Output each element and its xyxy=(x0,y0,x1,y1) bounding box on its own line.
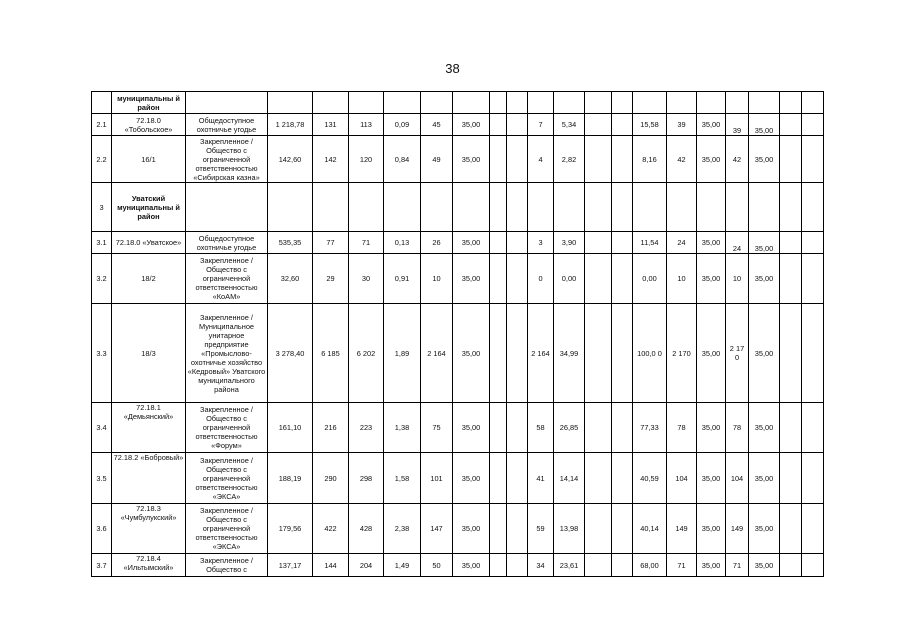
value-cell-4: 0,84 xyxy=(384,136,421,183)
value-cell-14: 104 xyxy=(667,453,697,504)
value-cell-3: 6 202 xyxy=(349,304,384,403)
value-cell-2 xyxy=(313,92,349,114)
value-cell-8 xyxy=(507,183,528,232)
hunting-ground-cell: 18/3 xyxy=(112,304,186,403)
area-cell: 188,19 xyxy=(268,453,313,504)
value-cell-9: 58 xyxy=(528,403,554,453)
value-cell-7 xyxy=(490,554,507,577)
value-cell-15: 35,00 xyxy=(697,453,726,504)
value-cell-7 xyxy=(490,504,507,554)
value-cell-14: 78 xyxy=(667,403,697,453)
value-cell-8 xyxy=(507,403,528,453)
value-cell-8 xyxy=(507,504,528,554)
value-cell-11 xyxy=(585,403,612,453)
value-cell-5 xyxy=(421,183,453,232)
value-cell-9: 2 164 xyxy=(528,304,554,403)
value-cell-14: 24 xyxy=(667,232,697,254)
value-cell-17: 35,00 xyxy=(749,304,780,403)
value-cell-16: 71 xyxy=(726,554,749,577)
ground-type-cell: Закрепленное / Общество с ограниченной ответственностью «Сибирская казна» xyxy=(186,136,268,183)
area-cell: 535,35 xyxy=(268,232,313,254)
ground-type-cell: Закрепленное / Муниципальное унитарное предприятие «Промыслово-охотничье хозяйство «Кедровый» Уватского муниципального района xyxy=(186,304,268,403)
value-cell-17: 35,00 xyxy=(749,453,780,504)
value-cell-14: 149 xyxy=(667,504,697,554)
value-cell-10: 23,61 xyxy=(554,554,585,577)
value-cell-19 xyxy=(802,254,824,304)
value-cell-10 xyxy=(554,92,585,114)
table-row xyxy=(92,232,824,254)
value-cell-11 xyxy=(585,304,612,403)
value-cell-11 xyxy=(585,92,612,114)
value-cell-11 xyxy=(585,254,612,304)
value-cell-2: 422 xyxy=(313,504,349,554)
value-cell-16: 39 xyxy=(726,114,749,136)
row-number: 3.7 xyxy=(92,554,112,577)
value-cell-3: 71 xyxy=(349,232,384,254)
value-cell-7 xyxy=(490,183,507,232)
value-cell-5: 45 xyxy=(421,114,453,136)
value-cell-18 xyxy=(780,114,802,136)
value-cell-7 xyxy=(490,403,507,453)
value-cell-11 xyxy=(585,453,612,504)
value-cell-14: 2 170 xyxy=(667,304,697,403)
value-cell-15: 35,00 xyxy=(697,232,726,254)
table-row xyxy=(92,183,824,232)
value-cell-6: 35,00 xyxy=(453,254,490,304)
value-cell-4 xyxy=(384,183,421,232)
table-row xyxy=(92,554,824,577)
hunting-ground-cell: 72.18.4 «Ильтымский» xyxy=(112,554,186,577)
value-cell-10: 2,82 xyxy=(554,136,585,183)
value-cell-13: 11,54 xyxy=(633,232,667,254)
value-cell-14 xyxy=(667,183,697,232)
ground-type-cell: Закрепленное / Общество с ограниченной ответственностью «ЭКСА» xyxy=(186,504,268,554)
value-cell-2: 142 xyxy=(313,136,349,183)
value-cell-17: 35,00 xyxy=(749,136,780,183)
value-cell-3: 428 xyxy=(349,504,384,554)
value-cell-5: 101 xyxy=(421,453,453,504)
ground-type-cell: Закрепленное / Общество с ограниченной ответственностью «ЭКСА» xyxy=(186,453,268,504)
value-cell-13 xyxy=(633,92,667,114)
value-cell-16: 42 xyxy=(726,136,749,183)
value-cell-4: 0,91 xyxy=(384,254,421,304)
value-cell-18 xyxy=(780,504,802,554)
value-cell-15: 35,00 xyxy=(697,554,726,577)
value-cell-14: 71 xyxy=(667,554,697,577)
row-number: 3.6 xyxy=(92,504,112,554)
value-cell-5: 26 xyxy=(421,232,453,254)
ground-type-cell: Закрепленное / Общество с ограниченной ответственностью «КоАМ» xyxy=(186,254,268,304)
value-cell-16: 149 xyxy=(726,504,749,554)
value-cell-16: 2 17 0 xyxy=(726,304,749,403)
value-cell-14: 10 xyxy=(667,254,697,304)
value-cell-11 xyxy=(585,183,612,232)
value-cell-7 xyxy=(490,114,507,136)
value-cell-4 xyxy=(384,92,421,114)
value-cell-13: 77,33 xyxy=(633,403,667,453)
value-cell-15 xyxy=(697,92,726,114)
value-cell-3: 30 xyxy=(349,254,384,304)
value-cell-2: 216 xyxy=(313,403,349,453)
data-table xyxy=(91,91,824,577)
value-cell-11 xyxy=(585,554,612,577)
area-cell: 1 218,78 xyxy=(268,114,313,136)
value-cell-5 xyxy=(421,92,453,114)
table-row xyxy=(92,403,824,453)
value-cell-16: 10 xyxy=(726,254,749,304)
area-cell: 3 278,40 xyxy=(268,304,313,403)
value-cell-6: 35,00 xyxy=(453,136,490,183)
value-cell-8 xyxy=(507,92,528,114)
value-cell-17: 35,00 xyxy=(749,504,780,554)
area-cell: 179,56 xyxy=(268,504,313,554)
value-cell-8 xyxy=(507,554,528,577)
hunting-ground-cell: 72.18.2 «Бобровый» xyxy=(112,453,186,504)
value-cell-19 xyxy=(802,554,824,577)
table-row xyxy=(92,92,824,114)
value-cell-19 xyxy=(802,504,824,554)
hunting-ground-cell: Уватский муниципальны й район xyxy=(112,183,186,232)
value-cell-9: 7 xyxy=(528,114,554,136)
value-cell-13: 40,14 xyxy=(633,504,667,554)
hunting-ground-cell: 72.18.0 «Тобольское» xyxy=(112,114,186,136)
table-row xyxy=(92,453,824,504)
value-cell-9 xyxy=(528,92,554,114)
row-number: 3 xyxy=(92,183,112,232)
row-number xyxy=(92,92,112,114)
value-cell-12 xyxy=(612,554,633,577)
value-cell-12 xyxy=(612,114,633,136)
ground-type-cell: Закрепленное / Общество с xyxy=(186,554,268,577)
ground-type-cell: Закрепленное / Общество с ограниченной ответственностью «Форум» xyxy=(186,403,268,453)
table-row xyxy=(92,254,824,304)
value-cell-10 xyxy=(554,183,585,232)
row-number: 3.1 xyxy=(92,232,112,254)
area-cell: 142,60 xyxy=(268,136,313,183)
ground-type-cell: Общедоступное охотничье угодье xyxy=(186,114,268,136)
value-cell-8 xyxy=(507,304,528,403)
value-cell-2: 290 xyxy=(313,453,349,504)
value-cell-7 xyxy=(490,304,507,403)
value-cell-5: 50 xyxy=(421,554,453,577)
table-row xyxy=(92,114,824,136)
value-cell-6: 35,00 xyxy=(453,232,490,254)
value-cell-12 xyxy=(612,183,633,232)
value-cell-18 xyxy=(780,92,802,114)
table-row xyxy=(92,136,824,183)
value-cell-4: 0,09 xyxy=(384,114,421,136)
value-cell-10: 5,34 xyxy=(554,114,585,136)
value-cell-13: 0,00 xyxy=(633,254,667,304)
value-cell-9: 0 xyxy=(528,254,554,304)
value-cell-10: 0,00 xyxy=(554,254,585,304)
value-cell-18 xyxy=(780,304,802,403)
ground-type-cell xyxy=(186,92,268,114)
value-cell-5: 49 xyxy=(421,136,453,183)
value-cell-15 xyxy=(697,183,726,232)
value-cell-10: 13,98 xyxy=(554,504,585,554)
value-cell-5: 10 xyxy=(421,254,453,304)
value-cell-14 xyxy=(667,92,697,114)
value-cell-8 xyxy=(507,114,528,136)
hunting-ground-cell: 72.18.3 «Чумбулукский» xyxy=(112,504,186,554)
value-cell-4: 1,38 xyxy=(384,403,421,453)
value-cell-17: 35,00 xyxy=(749,254,780,304)
value-cell-2: 131 xyxy=(313,114,349,136)
area-cell xyxy=(268,92,313,114)
value-cell-19 xyxy=(802,92,824,114)
value-cell-10: 34,99 xyxy=(554,304,585,403)
value-cell-3: 204 xyxy=(349,554,384,577)
value-cell-3: 298 xyxy=(349,453,384,504)
value-cell-16: 24 xyxy=(726,232,749,254)
value-cell-18 xyxy=(780,254,802,304)
value-cell-4: 0,13 xyxy=(384,232,421,254)
value-cell-15: 35,00 xyxy=(697,403,726,453)
area-cell: 32,60 xyxy=(268,254,313,304)
value-cell-3 xyxy=(349,183,384,232)
value-cell-9 xyxy=(528,183,554,232)
value-cell-16: 78 xyxy=(726,403,749,453)
value-cell-6 xyxy=(453,92,490,114)
value-cell-16 xyxy=(726,183,749,232)
value-cell-17: 35,00 xyxy=(749,554,780,577)
value-cell-9: 34 xyxy=(528,554,554,577)
page-number: 38 xyxy=(445,61,460,76)
value-cell-2 xyxy=(313,183,349,232)
value-cell-18 xyxy=(780,554,802,577)
value-cell-12 xyxy=(612,304,633,403)
value-cell-9: 59 xyxy=(528,504,554,554)
value-cell-18 xyxy=(780,183,802,232)
value-cell-19 xyxy=(802,304,824,403)
row-number: 3.3 xyxy=(92,304,112,403)
value-cell-13: 15,58 xyxy=(633,114,667,136)
value-cell-16 xyxy=(726,92,749,114)
value-cell-18 xyxy=(780,136,802,183)
value-cell-8 xyxy=(507,136,528,183)
value-cell-4: 2,38 xyxy=(384,504,421,554)
value-cell-12 xyxy=(612,504,633,554)
value-cell-11 xyxy=(585,136,612,183)
value-cell-13: 8,16 xyxy=(633,136,667,183)
value-cell-13: 68,00 xyxy=(633,554,667,577)
value-cell-12 xyxy=(612,232,633,254)
value-cell-3 xyxy=(349,92,384,114)
value-cell-17 xyxy=(749,183,780,232)
value-cell-17: 35,00 xyxy=(749,403,780,453)
value-cell-15: 35,00 xyxy=(697,304,726,403)
value-cell-8 xyxy=(507,254,528,304)
value-cell-5: 75 xyxy=(421,403,453,453)
value-cell-8 xyxy=(507,232,528,254)
value-cell-11 xyxy=(585,232,612,254)
value-cell-2: 29 xyxy=(313,254,349,304)
table-row xyxy=(92,304,824,403)
value-cell-16: 104 xyxy=(726,453,749,504)
value-cell-4: 1,58 xyxy=(384,453,421,504)
value-cell-19 xyxy=(802,453,824,504)
value-cell-6: 35,00 xyxy=(453,504,490,554)
value-cell-9: 4 xyxy=(528,136,554,183)
value-cell-11 xyxy=(585,504,612,554)
hunting-ground-cell: 16/1 xyxy=(112,136,186,183)
value-cell-5: 147 xyxy=(421,504,453,554)
value-cell-9: 41 xyxy=(528,453,554,504)
value-cell-18 xyxy=(780,403,802,453)
row-number: 2.1 xyxy=(92,114,112,136)
value-cell-13: 40,59 xyxy=(633,453,667,504)
value-cell-2: 144 xyxy=(313,554,349,577)
row-number: 2.2 xyxy=(92,136,112,183)
value-cell-15: 35,00 xyxy=(697,504,726,554)
value-cell-2: 77 xyxy=(313,232,349,254)
value-cell-10: 3,90 xyxy=(554,232,585,254)
area-cell: 137,17 xyxy=(268,554,313,577)
value-cell-12 xyxy=(612,254,633,304)
value-cell-6: 35,00 xyxy=(453,114,490,136)
value-cell-17: 35,00 xyxy=(749,114,780,136)
value-cell-12 xyxy=(612,136,633,183)
value-cell-7 xyxy=(490,453,507,504)
ground-type-cell: Общедоступное охотничье угодье xyxy=(186,232,268,254)
value-cell-12 xyxy=(612,453,633,504)
value-cell-17: 35,00 xyxy=(749,232,780,254)
hunting-ground-cell: 72.18.1 «Демьянский» xyxy=(112,403,186,453)
value-cell-9: 3 xyxy=(528,232,554,254)
row-number: 3.5 xyxy=(92,453,112,504)
value-cell-17 xyxy=(749,92,780,114)
value-cell-14: 39 xyxy=(667,114,697,136)
value-cell-13 xyxy=(633,183,667,232)
value-cell-7 xyxy=(490,254,507,304)
value-cell-6 xyxy=(453,183,490,232)
value-cell-15: 35,00 xyxy=(697,136,726,183)
value-cell-12 xyxy=(612,92,633,114)
row-number: 3.2 xyxy=(92,254,112,304)
value-cell-6: 35,00 xyxy=(453,453,490,504)
value-cell-7 xyxy=(490,232,507,254)
value-cell-18 xyxy=(780,232,802,254)
value-cell-3: 223 xyxy=(349,403,384,453)
value-cell-3: 113 xyxy=(349,114,384,136)
value-cell-3: 120 xyxy=(349,136,384,183)
value-cell-6: 35,00 xyxy=(453,304,490,403)
hunting-ground-cell: 72.18.0 «Уватское» xyxy=(112,232,186,254)
table-row xyxy=(92,504,824,554)
value-cell-2: 6 185 xyxy=(313,304,349,403)
value-cell-19 xyxy=(802,403,824,453)
value-cell-13: 100,0 0 xyxy=(633,304,667,403)
value-cell-6: 35,00 xyxy=(453,403,490,453)
value-cell-8 xyxy=(507,453,528,504)
value-cell-11 xyxy=(585,114,612,136)
value-cell-10: 14,14 xyxy=(554,453,585,504)
value-cell-19 xyxy=(802,183,824,232)
value-cell-14: 42 xyxy=(667,136,697,183)
value-cell-10: 26,85 xyxy=(554,403,585,453)
hunting-ground-cell: муниципальны й район xyxy=(112,92,186,114)
ground-type-cell xyxy=(186,183,268,232)
area-cell xyxy=(268,183,313,232)
area-cell: 161,10 xyxy=(268,403,313,453)
value-cell-19 xyxy=(802,136,824,183)
row-number: 3.4 xyxy=(92,403,112,453)
value-cell-4: 1,89 xyxy=(384,304,421,403)
value-cell-12 xyxy=(612,403,633,453)
value-cell-19 xyxy=(802,114,824,136)
value-cell-7 xyxy=(490,136,507,183)
value-cell-6: 35,00 xyxy=(453,554,490,577)
value-cell-19 xyxy=(802,232,824,254)
value-cell-5: 2 164 xyxy=(421,304,453,403)
value-cell-15: 35,00 xyxy=(697,254,726,304)
value-cell-4: 1,49 xyxy=(384,554,421,577)
value-cell-15: 35,00 xyxy=(697,114,726,136)
hunting-ground-cell: 18/2 xyxy=(112,254,186,304)
value-cell-7 xyxy=(490,92,507,114)
value-cell-18 xyxy=(780,453,802,504)
